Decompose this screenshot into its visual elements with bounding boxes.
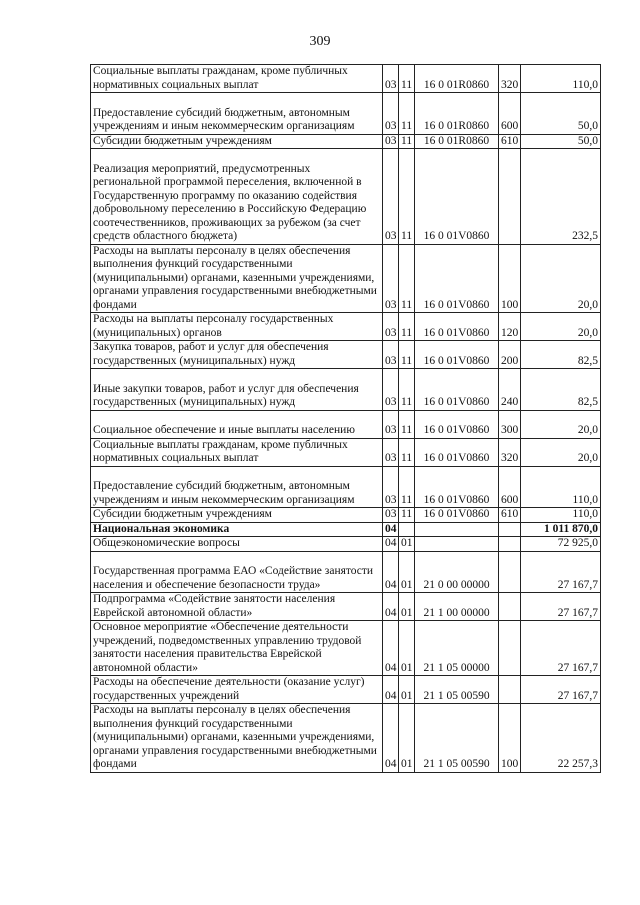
row-target-article: 16 0 01V0860 (415, 313, 499, 341)
row-subsection: 11 (399, 369, 415, 411)
table-body (91, 65, 601, 773)
row-expense-type: 100 (499, 244, 521, 313)
page-number: 309 (309, 34, 331, 49)
row-section: 03 (383, 244, 399, 313)
row-amount: 110,0 (521, 466, 601, 508)
row-subsection: 11 (399, 93, 415, 135)
row-expense-type: 320 (499, 65, 521, 93)
row-name: Иные закупки товаров, работ и услуг для обеспечения государственных (муниципальных) нужд (91, 369, 383, 411)
table-row (91, 704, 601, 773)
row-name: Социальные выплаты гражданам, кроме публичных нормативных социальных выплат (91, 65, 383, 93)
row-target-article: 16 0 01V0860 (415, 466, 499, 508)
row-amount: 50,0 (521, 93, 601, 135)
row-section: 03 (383, 134, 399, 149)
table-row (91, 438, 601, 466)
row-expense-type (499, 551, 521, 593)
row-name: Субсидии бюджетным учреждениям (91, 508, 383, 523)
row-target-article: 16 0 01V0860 (415, 149, 499, 245)
row-amount: 82,5 (521, 341, 601, 369)
table-row (91, 65, 601, 93)
row-amount: 27 167,7 (521, 593, 601, 621)
row-name: Государственная программа ЕАО «Содействие занятости населения и обеспечение безопасности труда» (91, 551, 383, 593)
row-expense-type: 610 (499, 508, 521, 523)
table-row (91, 134, 601, 149)
row-section: 03 (383, 93, 399, 135)
row-amount: 1 011 870,0 (521, 522, 601, 537)
row-amount: 20,0 (521, 313, 601, 341)
row-name: Закупка товаров, работ и услуг для обеспечения государственных (муниципальных) нужд (91, 341, 383, 369)
row-name: Социальное обеспечение и иные выплаты населению (91, 410, 383, 438)
table-row (91, 466, 601, 508)
row-name: Расходы на выплаты персоналу в целях обеспечения выполнения функций государственными (муниципальными) органами, казенными учреждениями, органами управления государственными внебюджетными фондами (91, 244, 383, 313)
table-row (91, 551, 601, 593)
row-name: Расходы на выплаты персоналу государственных (муниципальных) органов (91, 313, 383, 341)
row-amount: 27 167,7 (521, 676, 601, 704)
row-name: Предоставление субсидий бюджетным, автономным учреждениям и иным некоммерческим организациям (91, 466, 383, 508)
row-target-article: 21 0 00 00000 (415, 551, 499, 593)
row-section: 03 (383, 65, 399, 93)
row-subsection: 01 (399, 621, 415, 676)
table-row (91, 369, 601, 411)
row-expense-type (499, 676, 521, 704)
row-section: 03 (383, 508, 399, 523)
row-amount: 22 257,3 (521, 704, 601, 773)
row-target-article (415, 522, 499, 537)
budget-table (90, 64, 601, 773)
row-target-article (415, 537, 499, 552)
row-target-article: 21 1 05 00590 (415, 676, 499, 704)
row-subsection: 11 (399, 244, 415, 313)
row-amount: 20,0 (521, 438, 601, 466)
row-target-article: 16 0 01R0860 (415, 134, 499, 149)
table-row (91, 93, 601, 135)
table-row (91, 410, 601, 438)
row-subsection (399, 522, 415, 537)
table-row (91, 341, 601, 369)
row-amount: 232,5 (521, 149, 601, 245)
row-target-article: 16 0 01V0860 (415, 369, 499, 411)
row-expense-type: 300 (499, 410, 521, 438)
row-subsection: 01 (399, 537, 415, 552)
row-section: 04 (383, 704, 399, 773)
table-row (91, 149, 601, 245)
row-expense-type: 200 (499, 341, 521, 369)
table-row (91, 522, 601, 537)
table-row (91, 537, 601, 552)
row-amount: 82,5 (521, 369, 601, 411)
row-section: 04 (383, 522, 399, 537)
row-name: Реализация мероприятий, предусмотренных региональной программой переселения, включенной в Государственную программу по оказанию содействия добровольному переселению в Российскую Федерацию соотечественников, проживающих за рубежом (за счет средств областного бюджета) (91, 149, 383, 245)
row-subsection: 11 (399, 341, 415, 369)
row-name: Предоставление субсидий бюджетным, автономным учреждениям и иным некоммерческим организациям (91, 93, 383, 135)
table-row (91, 313, 601, 341)
row-section: 04 (383, 593, 399, 621)
row-target-article: 21 1 00 00000 (415, 593, 499, 621)
row-name: Основное мероприятие «Обеспечение деятельности учреждений, подведомственных управлению трудовой занятости населения правительства Еврейской автономной области» (91, 621, 383, 676)
row-target-article: 16 0 01V0860 (415, 508, 499, 523)
table-row (91, 621, 601, 676)
row-expense-type (499, 522, 521, 537)
table-row (91, 508, 601, 523)
row-expense-type: 240 (499, 369, 521, 411)
row-amount: 110,0 (521, 65, 601, 93)
row-expense-type (499, 149, 521, 245)
row-amount: 20,0 (521, 410, 601, 438)
row-target-article: 21 1 05 00590 (415, 704, 499, 773)
row-section: 03 (383, 369, 399, 411)
row-amount: 27 167,7 (521, 551, 601, 593)
row-subsection: 11 (399, 438, 415, 466)
row-amount: 72 925,0 (521, 537, 601, 552)
row-subsection: 01 (399, 704, 415, 773)
row-section: 03 (383, 466, 399, 508)
row-name: Расходы на выплаты персоналу в целях обеспечения выполнения функций государственными (муниципальными) органами, казенными учреждениями, органами управления государственными внебюджетными фондами (91, 704, 383, 773)
row-section: 04 (383, 621, 399, 676)
row-expense-type (499, 593, 521, 621)
row-name: Расходы на обеспечение деятельности (оказание услуг) государственных учреждений (91, 676, 383, 704)
row-name: Субсидии бюджетным учреждениям (91, 134, 383, 149)
row-subsection: 11 (399, 134, 415, 149)
row-section: 04 (383, 551, 399, 593)
row-subsection: 11 (399, 466, 415, 508)
row-expense-type: 120 (499, 313, 521, 341)
row-section: 04 (383, 676, 399, 704)
row-subsection: 11 (399, 149, 415, 245)
row-amount: 50,0 (521, 134, 601, 149)
row-subsection: 11 (399, 508, 415, 523)
row-target-article: 16 0 01V0860 (415, 244, 499, 313)
row-subsection: 11 (399, 410, 415, 438)
row-section: 04 (383, 537, 399, 552)
row-amount: 110,0 (521, 508, 601, 523)
row-name: Социальные выплаты гражданам, кроме публичных нормативных социальных выплат (91, 438, 383, 466)
row-target-article: 16 0 01V0860 (415, 438, 499, 466)
row-section: 03 (383, 341, 399, 369)
row-section: 03 (383, 438, 399, 466)
row-target-article: 16 0 01R0860 (415, 65, 499, 93)
row-subsection: 01 (399, 551, 415, 593)
table-row (91, 593, 601, 621)
row-target-article: 16 0 01V0860 (415, 410, 499, 438)
table-row (91, 244, 601, 313)
row-expense-type: 610 (499, 134, 521, 149)
row-name: Национальная экономика (91, 522, 383, 537)
row-subsection: 01 (399, 593, 415, 621)
row-amount: 20,0 (521, 244, 601, 313)
row-section: 03 (383, 410, 399, 438)
row-target-article: 16 0 01R0860 (415, 93, 499, 135)
row-section: 03 (383, 313, 399, 341)
row-subsection: 11 (399, 65, 415, 93)
row-expense-type: 600 (499, 93, 521, 135)
row-subsection: 01 (399, 676, 415, 704)
row-name: Общеэкономические вопросы (91, 537, 383, 552)
row-amount: 27 167,7 (521, 621, 601, 676)
table-row (91, 676, 601, 704)
row-subsection: 11 (399, 313, 415, 341)
row-target-article: 21 1 05 00000 (415, 621, 499, 676)
row-expense-type: 100 (499, 704, 521, 773)
row-section: 03 (383, 149, 399, 245)
row-expense-type (499, 537, 521, 552)
row-name: Подпрограмма «Содействие занятости населения Еврейской автономной области» (91, 593, 383, 621)
row-target-article: 16 0 01V0860 (415, 341, 499, 369)
row-expense-type: 320 (499, 438, 521, 466)
row-expense-type (499, 621, 521, 676)
row-expense-type: 600 (499, 466, 521, 508)
